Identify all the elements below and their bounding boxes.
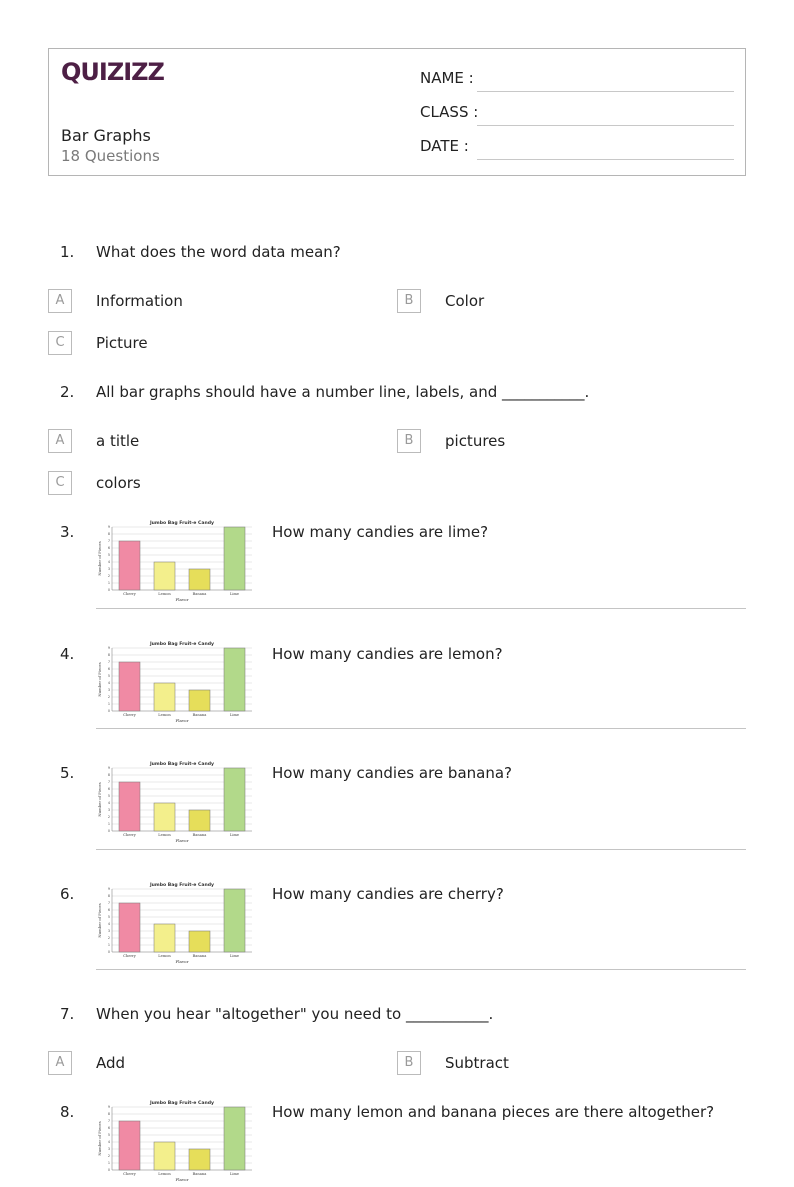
question-text: How many candies are lime? (272, 523, 489, 541)
chart-title: Jumbo Bag Fruit-e Candy (149, 762, 215, 767)
y-tick-label: 1 (107, 702, 110, 707)
x-tick-label: Lemon (158, 954, 171, 958)
option-letter-box[interactable]: B (397, 289, 421, 313)
option-letter-box[interactable]: C (48, 331, 72, 355)
date-line[interactable] (477, 159, 734, 160)
y-tick-label: 7 (107, 901, 110, 906)
y-tick-label: 5 (107, 915, 110, 920)
x-tick-label: Lemon (158, 592, 171, 596)
y-tick-label: 1 (107, 1161, 110, 1166)
x-tick-label: Banana (192, 713, 207, 717)
x-tick-label: Banana (192, 592, 207, 596)
y-tick-label: 4 (107, 1140, 110, 1145)
y-tick-label: 9 (107, 887, 110, 892)
question-number: 6. (60, 885, 75, 903)
bar-banana (189, 810, 210, 831)
y-tick-label: 3 (107, 567, 110, 572)
y-tick-label: 8 (107, 653, 110, 658)
question-divider (96, 849, 746, 850)
chart-title: Jumbo Bag Fruit-e Candy (149, 883, 215, 888)
x-tick-label: Lemon (158, 833, 171, 837)
question-number: 3. (60, 523, 75, 541)
bar-lemon (154, 562, 175, 590)
y-axis-label: Number of Pieces (97, 1121, 102, 1156)
option-text[interactable]: Color (445, 292, 485, 310)
y-tick-label: 8 (107, 894, 110, 899)
y-tick-label: 9 (107, 525, 110, 530)
bar-cherry (119, 1121, 140, 1170)
y-tick-label: 7 (107, 1119, 110, 1124)
question-divider (96, 728, 746, 729)
x-tick-label: Lime (229, 954, 240, 958)
bar-cherry (119, 782, 140, 831)
x-tick-label: Lime (229, 592, 240, 596)
bar-lime (224, 1107, 245, 1170)
y-tick-label: 7 (107, 660, 110, 665)
chart-title: Jumbo Bag Fruit-e Candy (149, 521, 215, 526)
name-field[interactable] (420, 69, 734, 93)
y-tick-label: 5 (107, 794, 110, 799)
y-tick-label: 2 (107, 1154, 110, 1159)
class-line[interactable] (477, 125, 734, 126)
name-line[interactable] (477, 91, 734, 92)
bar-chart (96, 640, 256, 728)
x-tick-label: Cherry (123, 954, 136, 958)
bar-lemon (154, 683, 175, 711)
y-tick-label: 9 (107, 1105, 110, 1110)
bar-banana (189, 690, 210, 711)
bar-banana (189, 569, 210, 590)
y-axis-label: Number of Pieces (97, 903, 102, 938)
x-tick-label: Lime (229, 833, 240, 837)
y-tick-label: 5 (107, 1133, 110, 1138)
bar-lime (224, 527, 245, 590)
y-tick-label: 3 (107, 1147, 110, 1152)
y-tick-label: 3 (107, 688, 110, 693)
y-tick-label: 6 (107, 1126, 110, 1131)
x-tick-label: Banana (192, 833, 207, 837)
question-divider (96, 608, 746, 609)
y-tick-label: 2 (107, 936, 110, 941)
bar-banana (189, 1149, 210, 1170)
question-number: 1. (60, 243, 75, 261)
bar-lime (224, 889, 245, 952)
chart-title: Jumbo Bag Fruit-e Candy (149, 642, 215, 647)
option-text[interactable]: Information (96, 292, 183, 310)
y-tick-label: 4 (107, 922, 110, 927)
y-tick-label: 0 (107, 829, 110, 834)
y-tick-label: 2 (107, 695, 110, 700)
option-text[interactable]: pictures (445, 432, 506, 450)
worksheet-title: Bar Graphs (61, 126, 151, 145)
x-tick-label: Lemon (158, 713, 171, 717)
x-tick-label: Cherry (123, 592, 136, 596)
bar-lime (224, 768, 245, 831)
bar-chart (96, 1099, 256, 1182)
x-axis-label: Flavor (175, 959, 189, 964)
y-tick-label: 6 (107, 667, 110, 672)
option-text[interactable]: colors (96, 474, 141, 492)
date-label: DATE : (420, 137, 469, 155)
bar-lemon (154, 924, 175, 952)
x-tick-label: Lemon (158, 1172, 171, 1176)
question-count: 18 Questions (61, 147, 160, 165)
bar-cherry (119, 541, 140, 590)
y-tick-label: 2 (107, 574, 110, 579)
chart-title: Jumbo Bag Fruit-e Candy (149, 1101, 215, 1106)
y-tick-label: 3 (107, 929, 110, 934)
option-letter-box[interactable]: B (397, 1051, 421, 1075)
y-tick-label: 1 (107, 822, 110, 827)
y-tick-label: 2 (107, 815, 110, 820)
question-text: All bar graphs should have a number line, labels, and ___________. (96, 383, 590, 401)
question-number: 5. (60, 764, 75, 782)
y-tick-label: 5 (107, 674, 110, 679)
y-tick-label: 7 (107, 780, 110, 785)
y-tick-label: 1 (107, 581, 110, 586)
bar-lemon (154, 803, 175, 831)
x-axis-label: Flavor (175, 597, 189, 602)
x-tick-label: Cherry (123, 713, 136, 717)
question-text: How many candies are cherry? (272, 885, 504, 903)
option-letter-box[interactable]: A (48, 429, 72, 453)
bar-lime (224, 648, 245, 711)
bar-chart (96, 881, 256, 969)
bar-banana (189, 931, 210, 952)
name-label: NAME : (420, 69, 474, 87)
question-number: 7. (60, 1005, 75, 1023)
bar-cherry (119, 903, 140, 952)
bar-chart (96, 519, 256, 607)
bar-cherry (119, 662, 140, 711)
option-text[interactable]: a title (96, 432, 140, 450)
y-tick-label: 0 (107, 1168, 110, 1173)
question-number: 2. (60, 383, 75, 401)
y-tick-label: 0 (107, 588, 110, 593)
quizizz-logo: QUIZIZZ (61, 58, 164, 86)
y-tick-label: 6 (107, 546, 110, 551)
y-tick-label: 9 (107, 766, 110, 771)
question-text: What does the word data mean? (96, 243, 341, 261)
option-text[interactable]: Subtract (445, 1054, 509, 1072)
x-axis-label: Flavor (175, 718, 189, 723)
y-axis-label: Number of Pieces (97, 662, 102, 697)
date-field[interactable] (420, 137, 734, 161)
question-text: When you hear "altogether" you need to ___________. (96, 1005, 494, 1023)
x-axis-label: Flavor (175, 838, 189, 843)
y-tick-label: 8 (107, 532, 110, 537)
bar-lemon (154, 1142, 175, 1170)
bar-chart (96, 760, 256, 848)
question-number: 4. (60, 645, 75, 663)
x-tick-label: Lime (229, 713, 240, 717)
y-tick-label: 6 (107, 787, 110, 792)
x-tick-label: Lime (229, 1172, 240, 1176)
y-tick-label: 0 (107, 709, 110, 714)
y-tick-label: 6 (107, 908, 110, 913)
option-text[interactable]: Picture (96, 334, 148, 352)
question-divider (96, 969, 746, 970)
y-tick-label: 4 (107, 560, 110, 565)
y-axis-label: Number of Pieces (97, 541, 102, 576)
x-tick-label: Banana (192, 954, 207, 958)
y-tick-label: 5 (107, 553, 110, 558)
y-tick-label: 3 (107, 808, 110, 813)
y-tick-label: 1 (107, 943, 110, 948)
y-tick-label: 8 (107, 1112, 110, 1117)
question-text: How many lemon and banana pieces are there altogether? (272, 1103, 715, 1121)
worksheet-header (48, 48, 746, 176)
y-tick-label: 8 (107, 773, 110, 778)
question-text: How many candies are banana? (272, 764, 512, 782)
option-letter-box[interactable]: B (397, 429, 421, 453)
x-tick-label: Banana (192, 1172, 207, 1176)
question-text: How many candies are lemon? (272, 645, 503, 663)
option-letter-box[interactable]: A (48, 1051, 72, 1075)
x-tick-label: Cherry (123, 833, 136, 837)
question-number: 8. (60, 1103, 75, 1121)
y-axis-label: Number of Pieces (97, 782, 102, 817)
y-tick-label: 0 (107, 950, 110, 955)
y-tick-label: 4 (107, 681, 110, 686)
class-label: CLASS : (420, 103, 479, 121)
y-tick-label: 9 (107, 646, 110, 651)
option-text[interactable]: Add (96, 1054, 126, 1072)
option-letter-box[interactable]: C (48, 471, 72, 495)
x-tick-label: Cherry (123, 1172, 136, 1176)
y-tick-label: 7 (107, 539, 110, 544)
x-axis-label: Flavor (175, 1177, 189, 1182)
option-letter-box[interactable]: A (48, 289, 72, 313)
y-tick-label: 4 (107, 801, 110, 806)
class-field[interactable] (420, 103, 734, 127)
